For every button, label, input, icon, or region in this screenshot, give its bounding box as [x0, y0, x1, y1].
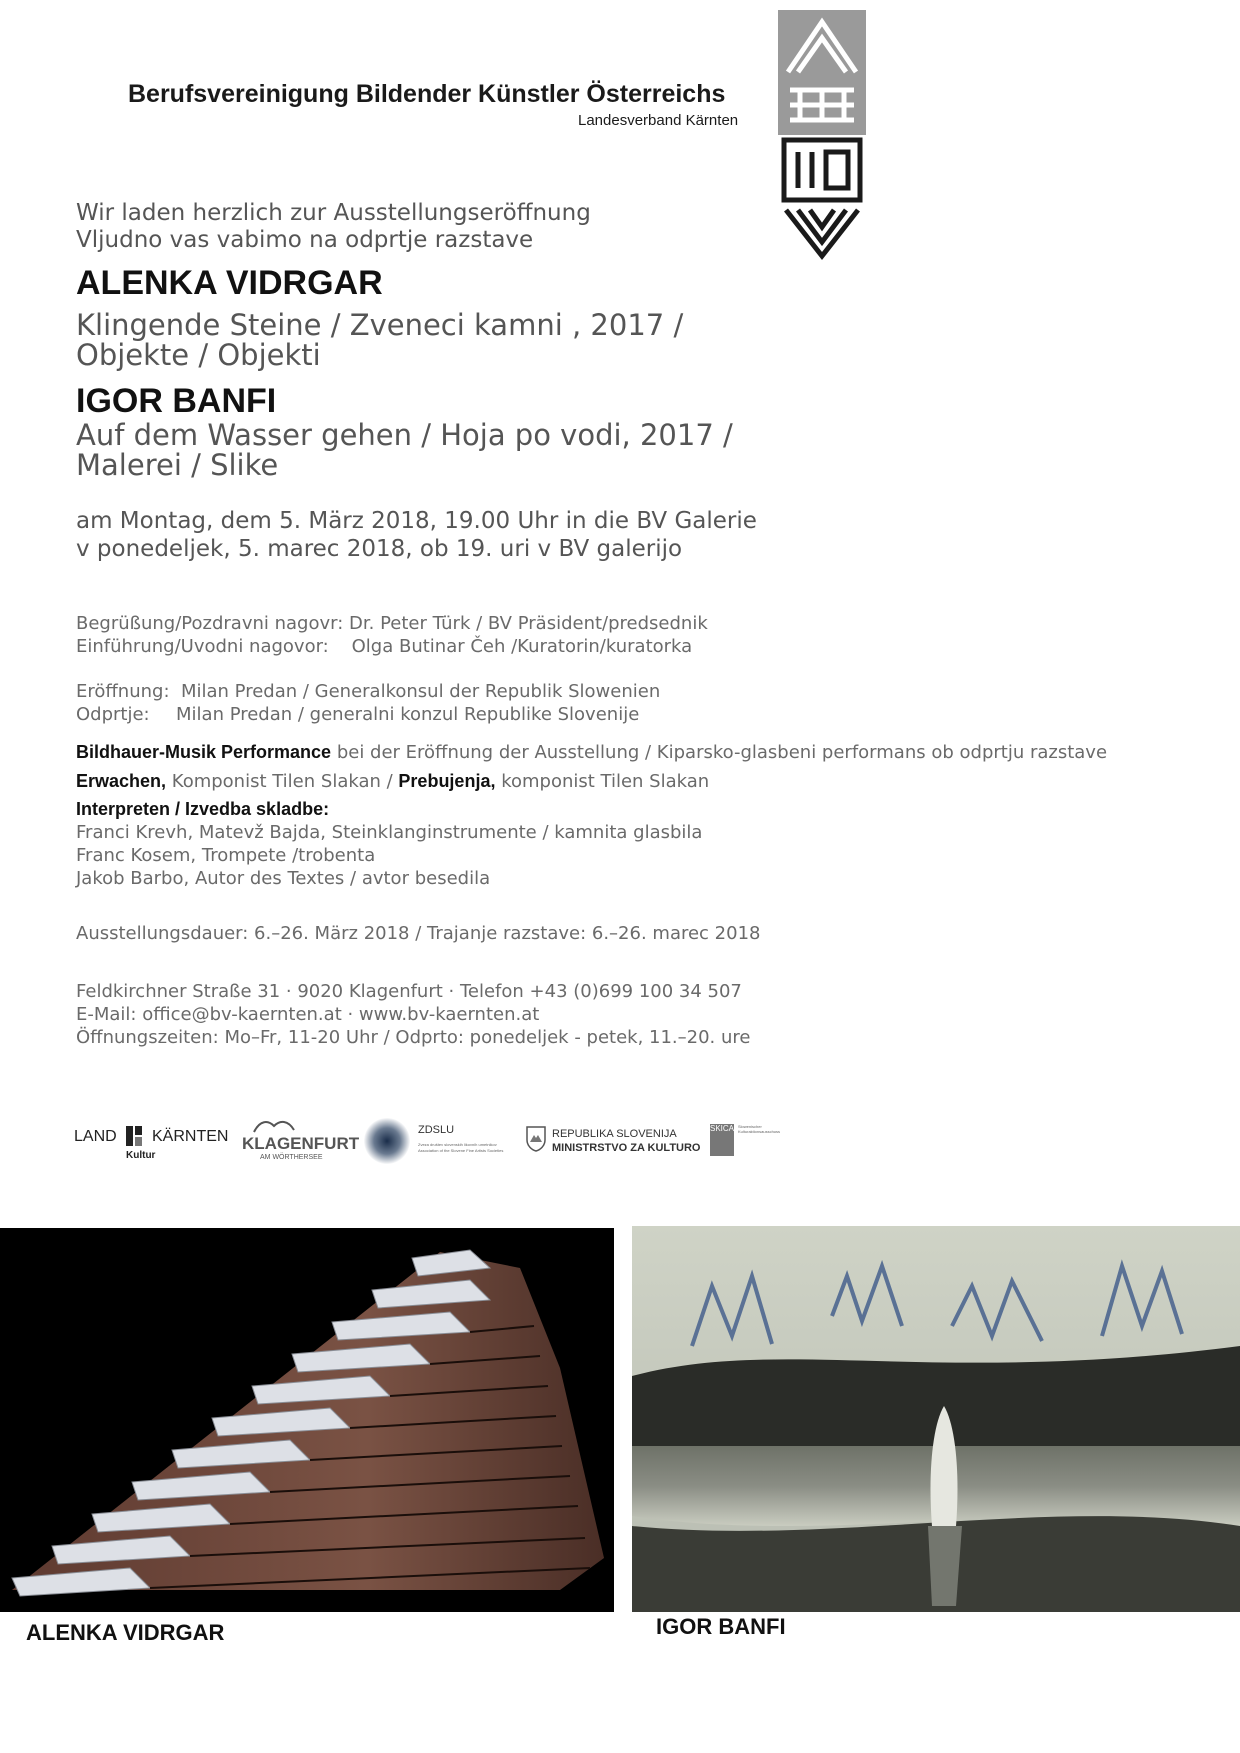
klagenfurt-logo	[242, 1118, 360, 1164]
skica-logo	[710, 1118, 794, 1164]
performance-title: Bildhauer-Musik Performance	[76, 742, 332, 762]
opening-date	[76, 507, 757, 563]
composer-sl: komponist Tilen Slakan	[501, 771, 710, 792]
ministry-line2: MINISTRSTVO ZA KULTURO	[552, 1142, 701, 1154]
artist-2-work	[76, 420, 733, 480]
performers	[76, 798, 702, 890]
exhibition-duration: Ausstellungsdauer: 6.–26. März 2018 / Trajanje razstave: 6.–26. marec 2018	[76, 923, 761, 944]
performance	[76, 738, 1107, 796]
artist-1-work-line2: Objekte / Objekti	[76, 338, 321, 372]
association-title: Berufsvereinigung Bildender Künstler Österreichs	[128, 80, 726, 108]
artist-1-name: ALENKA VIDRGAR	[76, 264, 383, 302]
piece-de: Erwachen,	[76, 771, 167, 791]
dragon-icon	[252, 1118, 296, 1134]
contact-email-web: E-Mail: office@bv-kaernten.at · www.bv-kaernten.at	[76, 1004, 540, 1025]
artist-2-name: IGOR BANFI	[76, 382, 277, 420]
city-name: KLAGENFURT	[242, 1134, 360, 1153]
program-opening	[76, 680, 660, 726]
greeting-text: Dr. Peter Türk / BV Präsident/predsednik	[349, 613, 708, 634]
skica-mark: SKICA	[710, 1124, 734, 1156]
land-sub: Kultur	[126, 1150, 156, 1161]
contact-info	[76, 980, 751, 1049]
piece-sl: Prebujenja,	[398, 771, 496, 791]
opening-sl-text: Milan Predan / generalni konzul Republike Slovenije	[176, 704, 640, 725]
performer-line: Franc Kosem, Trompete /trobenta	[76, 845, 376, 866]
caption-left: ALENKA VIDRGAR	[26, 1620, 225, 1645]
opening-date-de: am Montag, dem 5. März 2018, 19.00 Uhr in die BV Galerie	[76, 508, 757, 534]
association-subtitle: Landesverband Kärnten	[578, 112, 739, 129]
composer-de: Komponist Tilen Slakan /	[171, 771, 393, 792]
land-kaernten-logo	[74, 1118, 234, 1164]
zdslu-sub2: Association of the Slovene Fine Artists Societies	[418, 1148, 504, 1153]
contact-hours: Öffnungszeiten: Mo–Fr, 11-20 Uhr / Odprto: ponedeljek - petek, 11.–20. ure	[76, 1027, 751, 1048]
artist-1-work-line1: Klingende Steine / Zveneci kamni , 2017 /	[76, 308, 684, 342]
artist-2-work-line1: Auf dem Wasser gehen / Hoja po vodi, 2017 /	[76, 418, 733, 452]
intro-text: Olga Butinar Čeh /Kuratorin/kuratorka	[351, 636, 693, 657]
opening-text: Milan Predan / Generalkonsul der Republik Slowenien	[180, 681, 661, 702]
opening-date-sl: v ponedeljek, 5. marec 2018, ob 19. uri v BV galerijo	[76, 536, 683, 562]
caption-right: IGOR BANFI	[656, 1614, 786, 1639]
bv-logo	[778, 10, 866, 262]
program-speakers	[76, 612, 708, 658]
performers-heading: Interpreten / Izvedba skladbe:	[76, 799, 330, 819]
sponsor-logos	[74, 1118, 794, 1164]
land-left: LAND	[74, 1128, 117, 1145]
invitation	[76, 200, 591, 254]
sculpture-photo	[0, 1228, 614, 1612]
contact-address: Feldkirchner Straße 31 · 9020 Klagenfurt · Telefon +43 (0)699 100 34 507	[76, 981, 742, 1002]
ministry-line1: REPUBLIKA SLOVENIJA	[552, 1128, 677, 1140]
land-right: KÄRNTEN	[152, 1128, 229, 1145]
intro-label: Einführung/Uvodni nagovor:	[76, 636, 329, 657]
zdslu-name: ZDSLU	[418, 1124, 455, 1136]
painting-photo	[632, 1226, 1240, 1612]
artist-1-work	[76, 310, 683, 370]
zdslu-sub1: Zveza društev slovenskih likovnih umetnikov	[418, 1142, 497, 1147]
performer-line: Franci Krevh, Matevž Bajda, Steinklanginstrumente / kamnita glasbila	[76, 822, 703, 843]
ministry-logo	[526, 1118, 706, 1164]
opening-label: Eröffnung:	[76, 681, 170, 702]
invitation-de: Wir laden herzlich zur Ausstellungseröffnung	[76, 200, 591, 226]
opening-sl-label: Odprtje:	[76, 704, 150, 725]
skica-sub: Slowenischer Kulturaktionsausschuss	[738, 1124, 781, 1134]
performance-text: bei der Eröffnung der Ausstellung / Kiparsko-glasbeni performans ob odprtju razstave	[336, 742, 1108, 763]
city-sub: AM WÖRTHERSEE	[260, 1154, 323, 1161]
invitation-sl: Vljudno vas vabimo na odprtje razstave	[76, 227, 534, 253]
greeting-label: Begrüßung/Pozdravni nagovr:	[76, 613, 344, 634]
kaernten-crest-icon	[126, 1126, 142, 1146]
performer-line: Jakob Barbo, Autor des Textes / avtor besedila	[76, 868, 491, 889]
zdslu-circle-icon	[364, 1118, 410, 1164]
slovenia-coat-of-arms-icon	[526, 1126, 546, 1152]
artist-2-work-line2: Malerei / Slike	[76, 448, 279, 482]
